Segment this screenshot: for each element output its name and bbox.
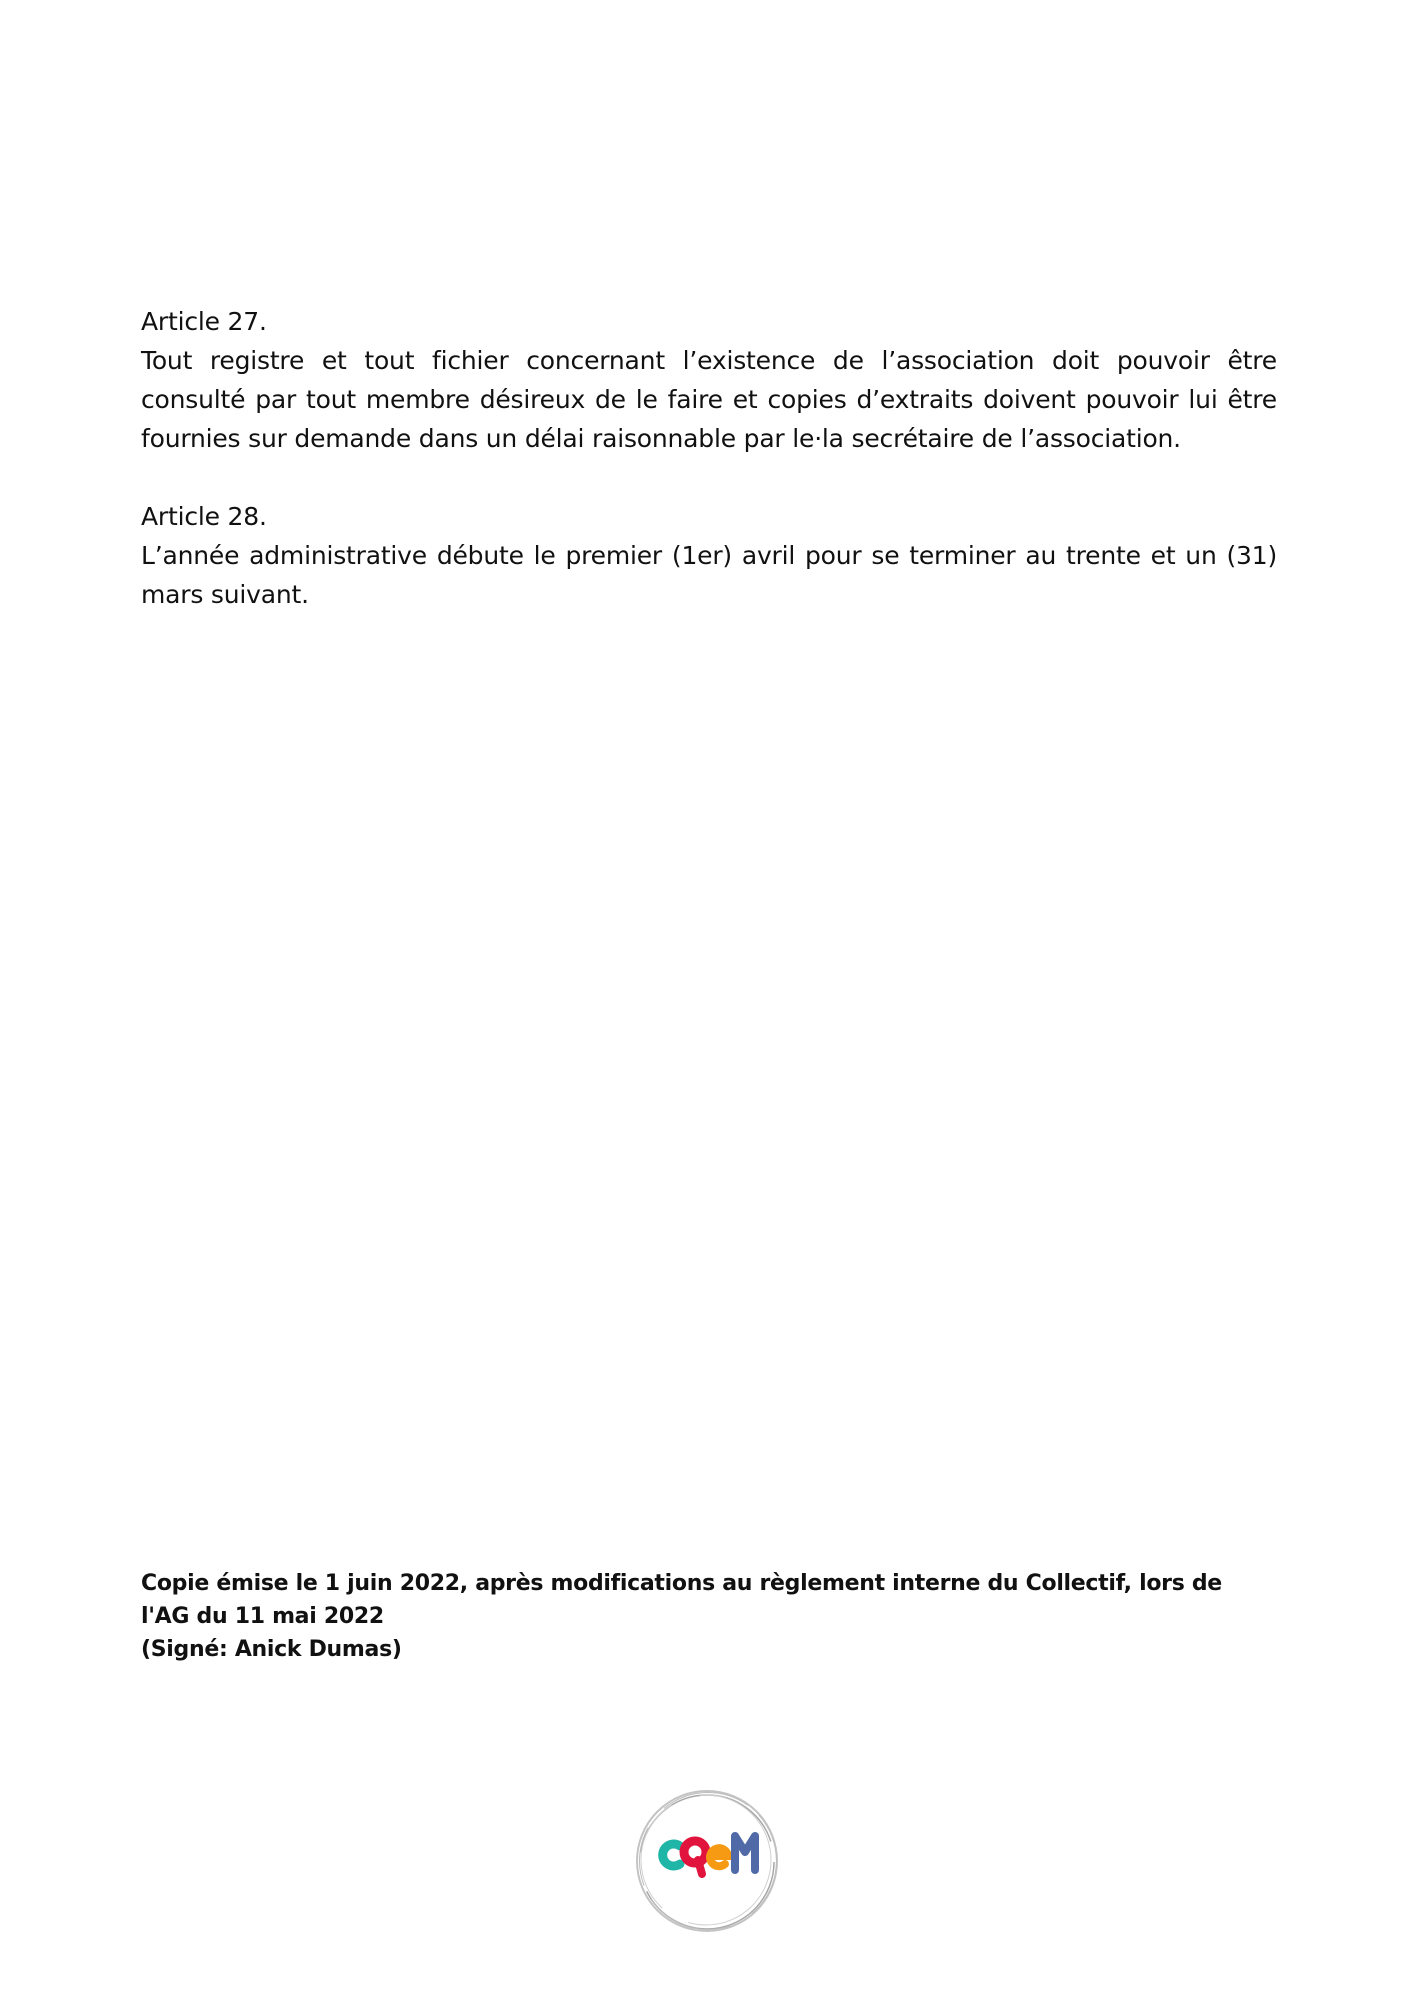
article-body: L’année administrative débute le premier (1er) avril pour se terminer au trente et un (31) mars suivant. <box>141 541 1277 609</box>
article-27 <box>141 302 1277 458</box>
article-title: Article 27. <box>141 307 267 336</box>
issuance-note <box>141 1567 1277 1666</box>
logo-letter-q-tail <box>698 1860 702 1874</box>
article-28 <box>141 497 1277 614</box>
issuance-statement: Copie émise le 1 juin 2022, après modifications au règlement interne du Collectif, lors de l'AG du 11 mai 2022 <box>141 1571 1222 1629</box>
signature-line: (Signé: Anick Dumas) <box>141 1637 402 1662</box>
article-title: Article 28. <box>141 502 267 531</box>
article-body: Tout registre et tout fichier concernant l’existence de l’association doit pouvoir être consulté par tout membre désireux de le faire et copies d’extraits doivent pouvoir lui être fournies sur demande dans un délai raisonnable par le·la secrétaire de l’association. <box>141 346 1277 453</box>
logo-letter-e <box>710 1848 728 1866</box>
cqem-logo <box>634 1788 780 1934</box>
cqem-logo-graphic <box>634 1788 780 1934</box>
